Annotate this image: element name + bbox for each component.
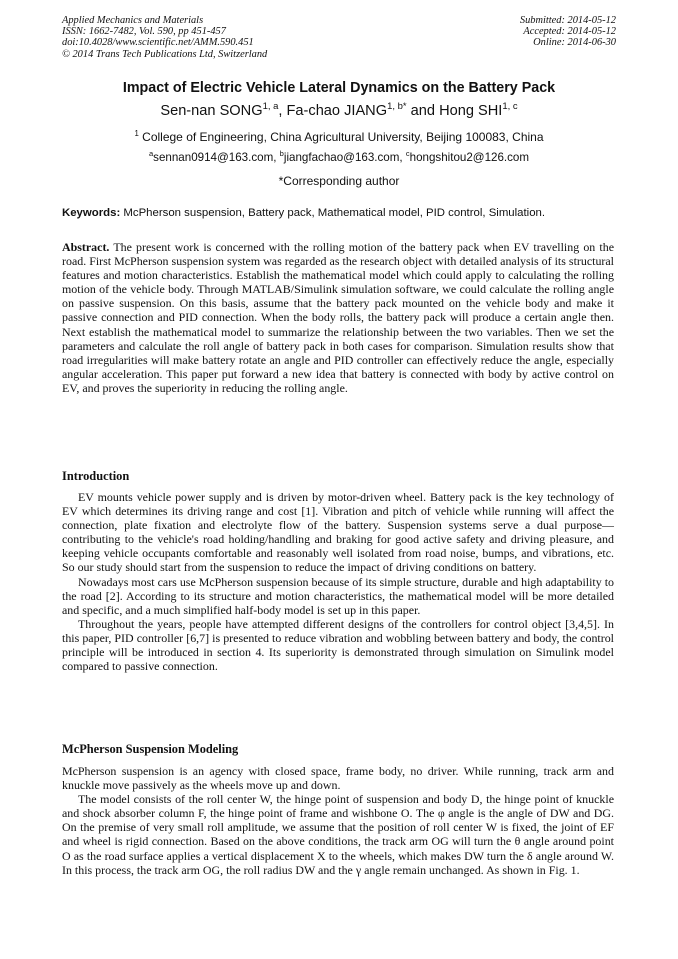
- corresponding-author-note: *Corresponding author: [278, 174, 400, 188]
- section-heading-introduction: Introduction: [62, 469, 130, 483]
- author-separator: and: [406, 103, 440, 119]
- affiliation: [0, 130, 678, 144]
- journal-issn: ISSN: 1662-7482, Vol. 590, pp 451-457: [62, 26, 226, 38]
- abstract-text: The present work is concerned with the rolling motion of the battery pack when EV travelling on the road. First McPherson suspension system was regarded as the research object with detailed analysis of its structural features and motion characteristics. Establish the mathematical model which could apply to calculating the rolling motion of the vehicle body. Through MATLAB/Simulink simulation software, we could calculate the rolling angle on passive suspension. On this basis, assume that the battery pack mounted on the vehicle body and make it passive connection and PID connection. When the body rolls, the battery pack will produce a certain angle then. Next establish the mathematical model to summarize the relationship between the two variables. Then we set the parameters and calculate the roll angle of battery pack in both cases for comparison. Simulation results show that road irregularities will make battery rotate an angle and PID controller can effectively reduce the angle, especially angular acceleration. This paper put forward a new idea that battery is connected with body by active control on EV, and proves the superiority in reducing the rolling angle.: [62, 240, 614, 395]
- email-address: sennan0914@163.com,: [153, 151, 280, 164]
- journal-info: [62, 15, 267, 60]
- journal-doi: doi:10.4028/www.scientific.net/AMM.590.451: [62, 37, 254, 49]
- section-heading-mcpherson: McPherson Suspension Modeling: [62, 742, 239, 756]
- introduction-body: [62, 490, 614, 673]
- paragraph: EV mounts vehicle power supply and is driven by motor-driven wheel. Battery pack is the key technology of EV which determines its driving range and cost [1]. Vibration and pitch of vehicle while running will affect the connection, plate fixation and electrolyte flow of the battery. Suspension systems serve a dual purpose—contributing to the vehicle's road holding/handling and braking for good active safety and driving pleasure, and keeping vehicle occupants comfortable and reasonably well isolated from road noise, bumps, and vibrations, etc. So our study should start from the suspension to reduce the impact of driving conditions on battery.: [62, 490, 614, 575]
- abstract-paragraph: [62, 240, 614, 395]
- author-affil-mark: 1, b*: [387, 101, 407, 113]
- keywords-label: Keywords:: [62, 207, 121, 219]
- mcpherson-body: [62, 764, 614, 877]
- author-separator: ,: [278, 103, 287, 119]
- publication-dates: [520, 15, 616, 49]
- paragraph: McPherson suspension is an agency with closed space, frame body, no driver. While running, track arm and knuckle move passively as the wheels move up and down.: [62, 764, 614, 793]
- email-mark: c: [405, 149, 410, 159]
- journal-copyright: © 2014 Trans Tech Publications Ltd, Switzerland: [62, 48, 268, 60]
- author-emails: [0, 151, 678, 164]
- author-name: Hong SHI: [439, 103, 503, 119]
- submitted-date: Submitted: 2014-05-12: [519, 15, 616, 26]
- paper-title: Impact of Electric Vehicle Lateral Dynamics on the Battery Pack: [122, 80, 556, 96]
- author-name: Sen-nan SONG: [160, 103, 263, 119]
- email-mark: b: [279, 149, 284, 159]
- accepted-date: Accepted: 2014-05-12: [523, 26, 616, 38]
- author-list: [0, 103, 678, 119]
- journal-name: Applied Mechanics and Materials: [62, 15, 204, 26]
- email-address: hongshitou2@126.com: [409, 151, 530, 164]
- affiliation-mark: 1: [134, 129, 139, 138]
- affiliation-text: College of Engineering, China Agricultural University, Beijing 100083, China: [138, 130, 544, 144]
- author-affil-mark: 1, c: [502, 101, 518, 113]
- email-mark: a: [148, 149, 154, 159]
- online-date: Online: 2014-06-30: [533, 37, 616, 49]
- keywords-text: McPherson suspension, Battery pack, Mathematical model, PID control, Simulation.: [120, 207, 546, 219]
- author-name: Fa-chao JIANG: [286, 103, 388, 119]
- abstract-label: Abstract.: [62, 240, 110, 254]
- abstract: [62, 240, 614, 395]
- paragraph: Throughout the years, people have attempted different designs of the controllers for control object [3,4,5]. In this paper, PID controller [6,7] is presented to reduce vibration and wobbling between battery and body, the control principle will be introduced in section 4. Its superiority is demonstrated through simulation on Simulink model compared to passive connection.: [62, 616, 614, 674]
- email-address: jiangfachao@163.com,: [283, 151, 406, 164]
- author-affil-mark: 1, a: [262, 101, 279, 113]
- keywords: [62, 207, 622, 219]
- paragraph: The model consists of the roll center W, the hinge point of suspension and body D, the hinge point of knuckle and shock absorber column F, the hinge point of frame and wishbone O. The φ angle is the angle of DW and DG. On the premise of very small roll amplitude, we assume that the position of roll center W is fixed, the joint of EF and wheel is rigid connection. Based on the above conditions, the track arm OG will turn the θ angle around point O as the road surface applies a vertical displacement X to the wheels, which makes DW turn the δ angle around W. In this process, the track arm OG, the roll radius DW and the γ angle remain unchanged. As shown in Fig. 1.: [62, 792, 614, 877]
- paragraph: Nowadays most cars use McPherson suspension because of its simple structure, durable and high adaptability to the road [2]. According to its structure and motion characteristics, the mathematical model will be more detailed and specific, and a much simplified half-body model is set up in this paper.: [62, 574, 614, 617]
